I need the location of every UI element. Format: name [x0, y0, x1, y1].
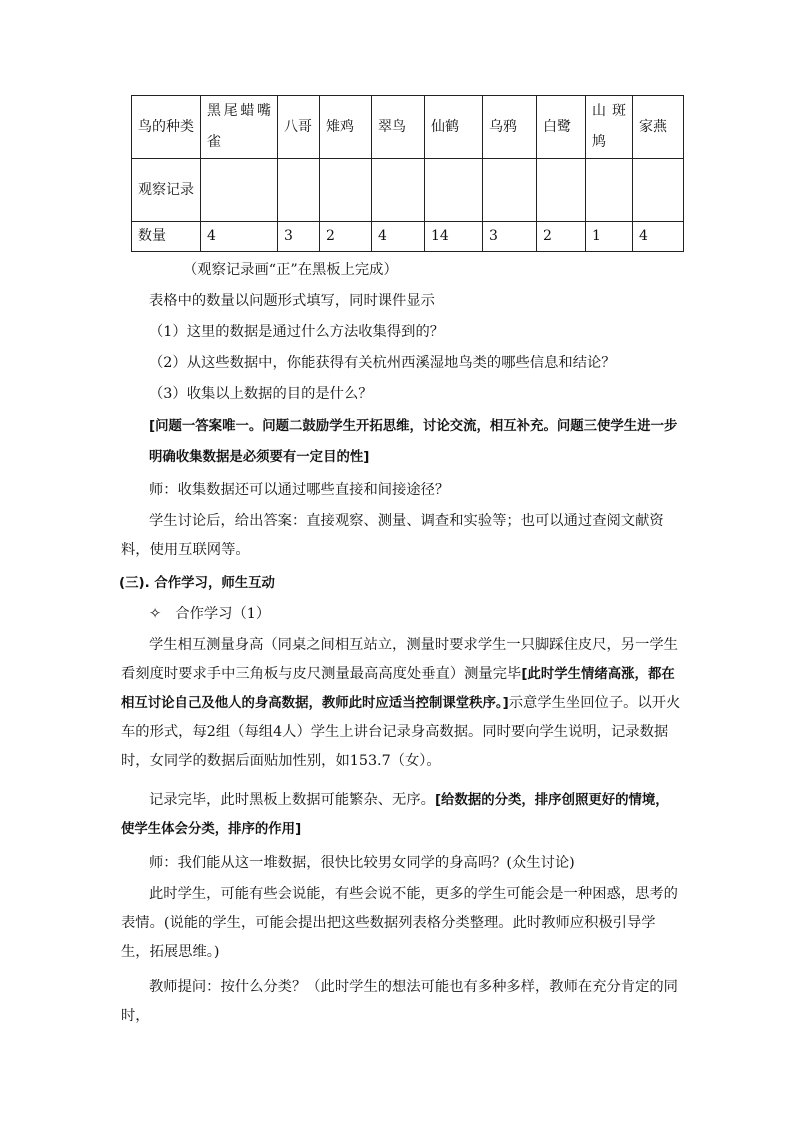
table-row-observation: [132, 159, 684, 222]
table-cell: 4: [372, 222, 425, 252]
table-cell: [586, 159, 633, 222]
table-row-bird-species: [132, 96, 684, 159]
teacher-question: 师：收集数据还可以通过哪些直接和间接途径？: [149, 482, 450, 498]
paragraph: [121, 786, 681, 844]
question-3: （3）收集以上数据的目的是什么？: [149, 386, 373, 402]
table-cell: 鸟的种类: [132, 96, 201, 159]
table-cell: 乌鸦: [483, 96, 537, 159]
table-cell: 数量: [132, 222, 201, 252]
table-cell: 3: [483, 222, 537, 252]
table-cell: 4: [201, 222, 278, 252]
section-heading: (三). 合作学习，师生互动: [119, 576, 275, 591]
table-cell: [483, 159, 537, 222]
table-cell: 白鹭: [537, 96, 586, 159]
table-cell: 雉鸡: [320, 96, 372, 159]
paragraph-text: 示意学生坐回位子。以开火车的形式，每2组（每组4人）学生上讲台记录身高数据。同时要向学生说明，记录数据时，女同学的数据后面贴加性别，如153.7（女）。: [121, 695, 681, 769]
paragraph-text: 学生相互测量身高（同桌之间相互站立，测量时要求学生一只脚踩住皮尺，另一学生看刻度时要求手中三角板与皮尺测量最高高度处垂直）测量完毕: [121, 637, 678, 682]
paragraph: 此时学生，可能有些会说能，有些会说不能，更多的学生可能会是一种困惑，思考的表情。(说能的学生，可能会提出把这些数据列表格分类整理。此时教师应积极引导学生，拓展思维。): [121, 886, 678, 960]
teacher-question: 师：我们能从这一堆数据，很快比较男女同学的身高吗？(众生讨论): [149, 855, 575, 871]
table-cell: [425, 159, 483, 222]
table-note: （观察记录画“正”在黑板上完成）: [183, 262, 398, 278]
table-cell: 山斑鸠: [586, 96, 633, 159]
table-cell: 仙鹤: [425, 96, 483, 159]
table-cell: 家燕: [633, 96, 684, 159]
table-cell: 黑尾蜡嘴雀: [201, 96, 278, 159]
table-cell: 观察记录: [132, 159, 201, 222]
table-cell: [633, 159, 684, 222]
table-cell: 14: [425, 222, 483, 252]
table-cell: 2: [320, 222, 372, 252]
table-row-quantity: [132, 222, 684, 252]
table-cell: [320, 159, 372, 222]
table-cell: 4: [633, 222, 684, 252]
student-answer: 学生讨论后，给出答案：直接观察、测量、调查和实验等；也可以通过查阅文献资料，使用互联网等。: [121, 513, 664, 558]
table-cell: [372, 159, 425, 222]
table-cell: [278, 159, 320, 222]
table-cell: 2: [537, 222, 586, 252]
teaching-note: [问题一答案唯一。问题二鼓励学生开拓思维，讨论交流，相互补充。问题三使学生进一步明确收集数据是必须要有一定目的性]: [149, 419, 678, 465]
subsection-heading: ✧ 合作学习（1）: [149, 606, 271, 622]
table-cell: 八哥: [278, 96, 320, 159]
teaching-note: [此时学生情绪高涨，都在相互讨论自己及他人的身高数据，教师此时应适当控制课堂秩序。]: [121, 667, 675, 711]
table-cell: [537, 159, 586, 222]
table-cell: [201, 159, 278, 222]
question-2: （2）从这些数据中，你能获得有关杭州西溪湿地鸟类的哪些信息和结论？: [149, 355, 616, 371]
teaching-note: [给数据的分类，排序创照更好的情境，使学生体会分类，排序的作用]: [121, 793, 669, 837]
paragraph: [121, 631, 681, 776]
table-cell: 3: [278, 222, 320, 252]
table-cell: 1: [586, 222, 633, 252]
bird-observation-table: [131, 95, 684, 252]
paragraph: 表格中的数量以问题形式填写，同时课件显示: [149, 293, 435, 309]
paragraph: 教师提问：按什么分类？（此时学生的想法可能也有多种多样，教师在充分肯定的同时，: [121, 979, 678, 1024]
paragraph-text: 记录完毕，此时黑板上数据可能繁杂、无序。: [149, 792, 435, 808]
question-1: （1）这里的数据是通过什么方法收集得到的？: [149, 324, 445, 340]
table-cell: 翠鸟: [372, 96, 425, 159]
